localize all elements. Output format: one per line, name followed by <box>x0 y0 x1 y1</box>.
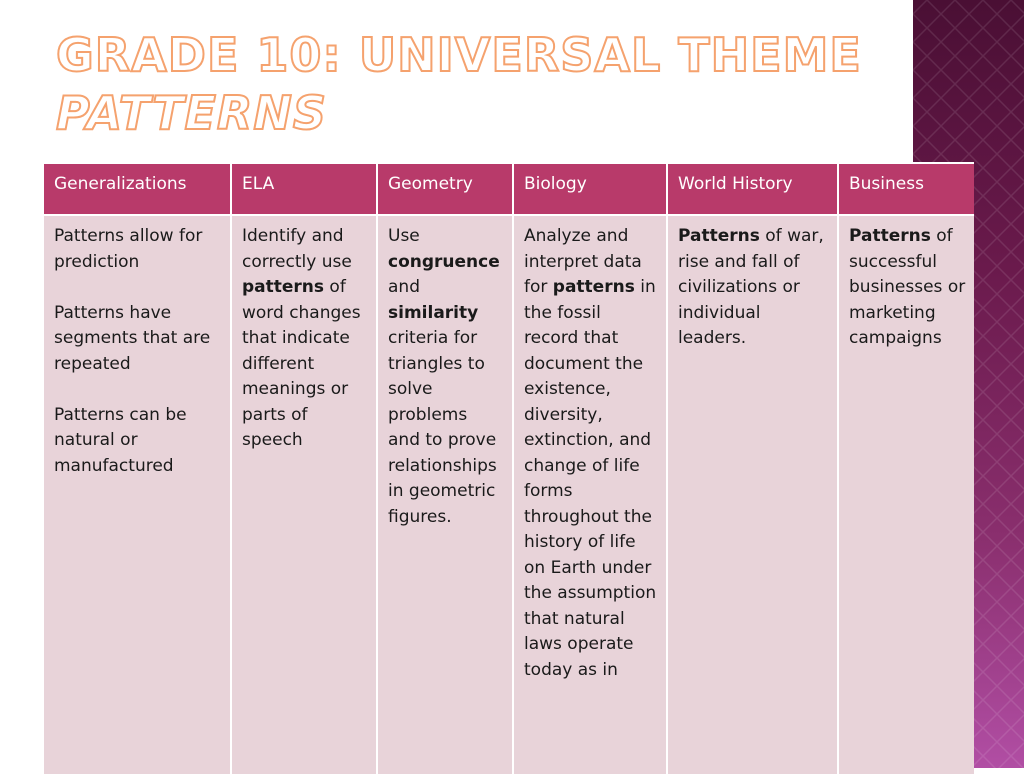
geometry-bold-1: congruence <box>388 251 500 272</box>
title-line-1: GRADE 10: UNIVERSAL THEME <box>56 28 862 82</box>
ela-bold-1: patterns <box>242 277 325 297</box>
ela-text-2: of word changes that indicate different meanings or parts of speech <box>242 277 361 450</box>
business-bold-1: Patterns <box>849 226 931 246</box>
cell-geometry <box>377 215 513 775</box>
biology-text-1: Analyze and interpret data for <box>524 226 642 297</box>
header-biology: Biology <box>513 163 667 215</box>
ela-text-1: Identify and correctly use <box>242 226 352 272</box>
cell-world-history <box>667 215 838 775</box>
header-ela: ELA <box>231 163 377 215</box>
generalization-2: Patterns have segments that are repeated <box>54 302 211 374</box>
cell-generalizations <box>43 215 231 775</box>
biology-text-2: in the fossil record that document the existence, diversity, extinction, and change of life forms throughout the history of life on Earth under the assumption that natural laws operate today as in <box>524 277 657 680</box>
geometry-text-3: criteria for triangles to solve problems and to prove relationships in geometric figures. <box>388 328 497 527</box>
generalization-1: Patterns allow for prediction <box>54 226 203 272</box>
header-geometry: Geometry <box>377 163 513 215</box>
geometry-text-1: Use <box>388 226 420 246</box>
header-world-history: World History <box>667 163 838 215</box>
table-row <box>43 215 974 775</box>
cell-ela <box>231 215 377 775</box>
theme-table-container <box>42 162 974 782</box>
header-generalizations: Generalizations <box>43 163 231 215</box>
business-text-1: of successful businesses or marketing campaigns <box>849 226 966 348</box>
title-line-2: PATTERNS <box>56 86 327 140</box>
history-text-1: of war, rise and fall of civilizations or individual leaders. <box>678 226 824 348</box>
geometry-bold-2: similarity <box>388 302 479 323</box>
theme-table <box>42 162 974 776</box>
geometry-text-2: and <box>388 277 420 297</box>
slide-title <box>56 26 906 142</box>
history-bold-1: Patterns <box>678 226 760 246</box>
biology-bold-1: patterns <box>552 277 635 297</box>
generalization-3: Patterns can be natural or manufactured <box>54 404 187 476</box>
header-business: Business <box>838 163 974 215</box>
cell-biology <box>513 215 667 775</box>
table-header-row <box>43 163 974 215</box>
cell-business <box>838 215 974 775</box>
